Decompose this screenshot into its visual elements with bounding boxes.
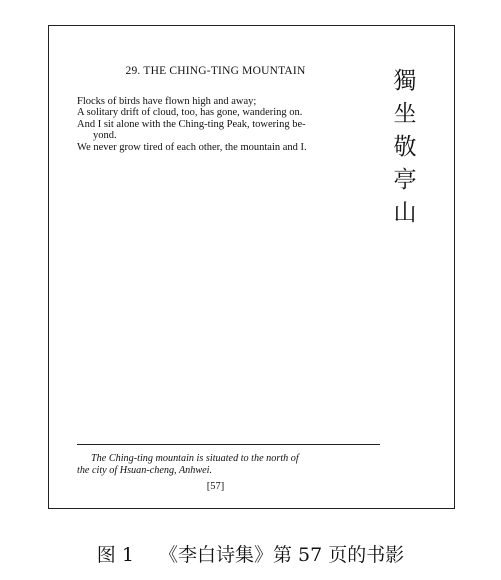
chinese-char: 山 <box>393 200 417 226</box>
chinese-char: 獨 <box>393 68 417 94</box>
footnote-line: The Ching-ting mountain is situated to the north of <box>91 453 299 464</box>
poem-line: Flocks of birds have flown high and away; <box>77 96 257 107</box>
chinese-title-vertical <box>387 66 423 231</box>
book-page <box>48 25 455 509</box>
poem-body <box>77 96 389 153</box>
footnote-line: the city of Hsuan-cheng, Anhwei. <box>77 464 213 476</box>
chinese-char: 坐 <box>393 101 417 127</box>
footnote <box>77 453 389 476</box>
poem-line: A solitary drift of cloud, too, has gone, wandering on. <box>77 107 303 119</box>
chinese-char: 敬 <box>393 134 417 160</box>
chinese-char: 亭 <box>393 167 417 193</box>
poem-line: We never grow tired of each other, the mountain and I. <box>77 141 307 153</box>
footnote-divider <box>77 444 380 445</box>
figure-caption: 图 1 《李白诗集》第 57 页的书影 <box>96 544 405 566</box>
page-number: [57] <box>206 481 225 492</box>
poem-line: And I sit alone with the Ching-ting Peak, towering be- <box>77 118 306 130</box>
poem-title: 29. THE CHING-TING MOUNTAIN <box>125 65 306 77</box>
poem-line-continuation: yond. <box>93 130 117 142</box>
